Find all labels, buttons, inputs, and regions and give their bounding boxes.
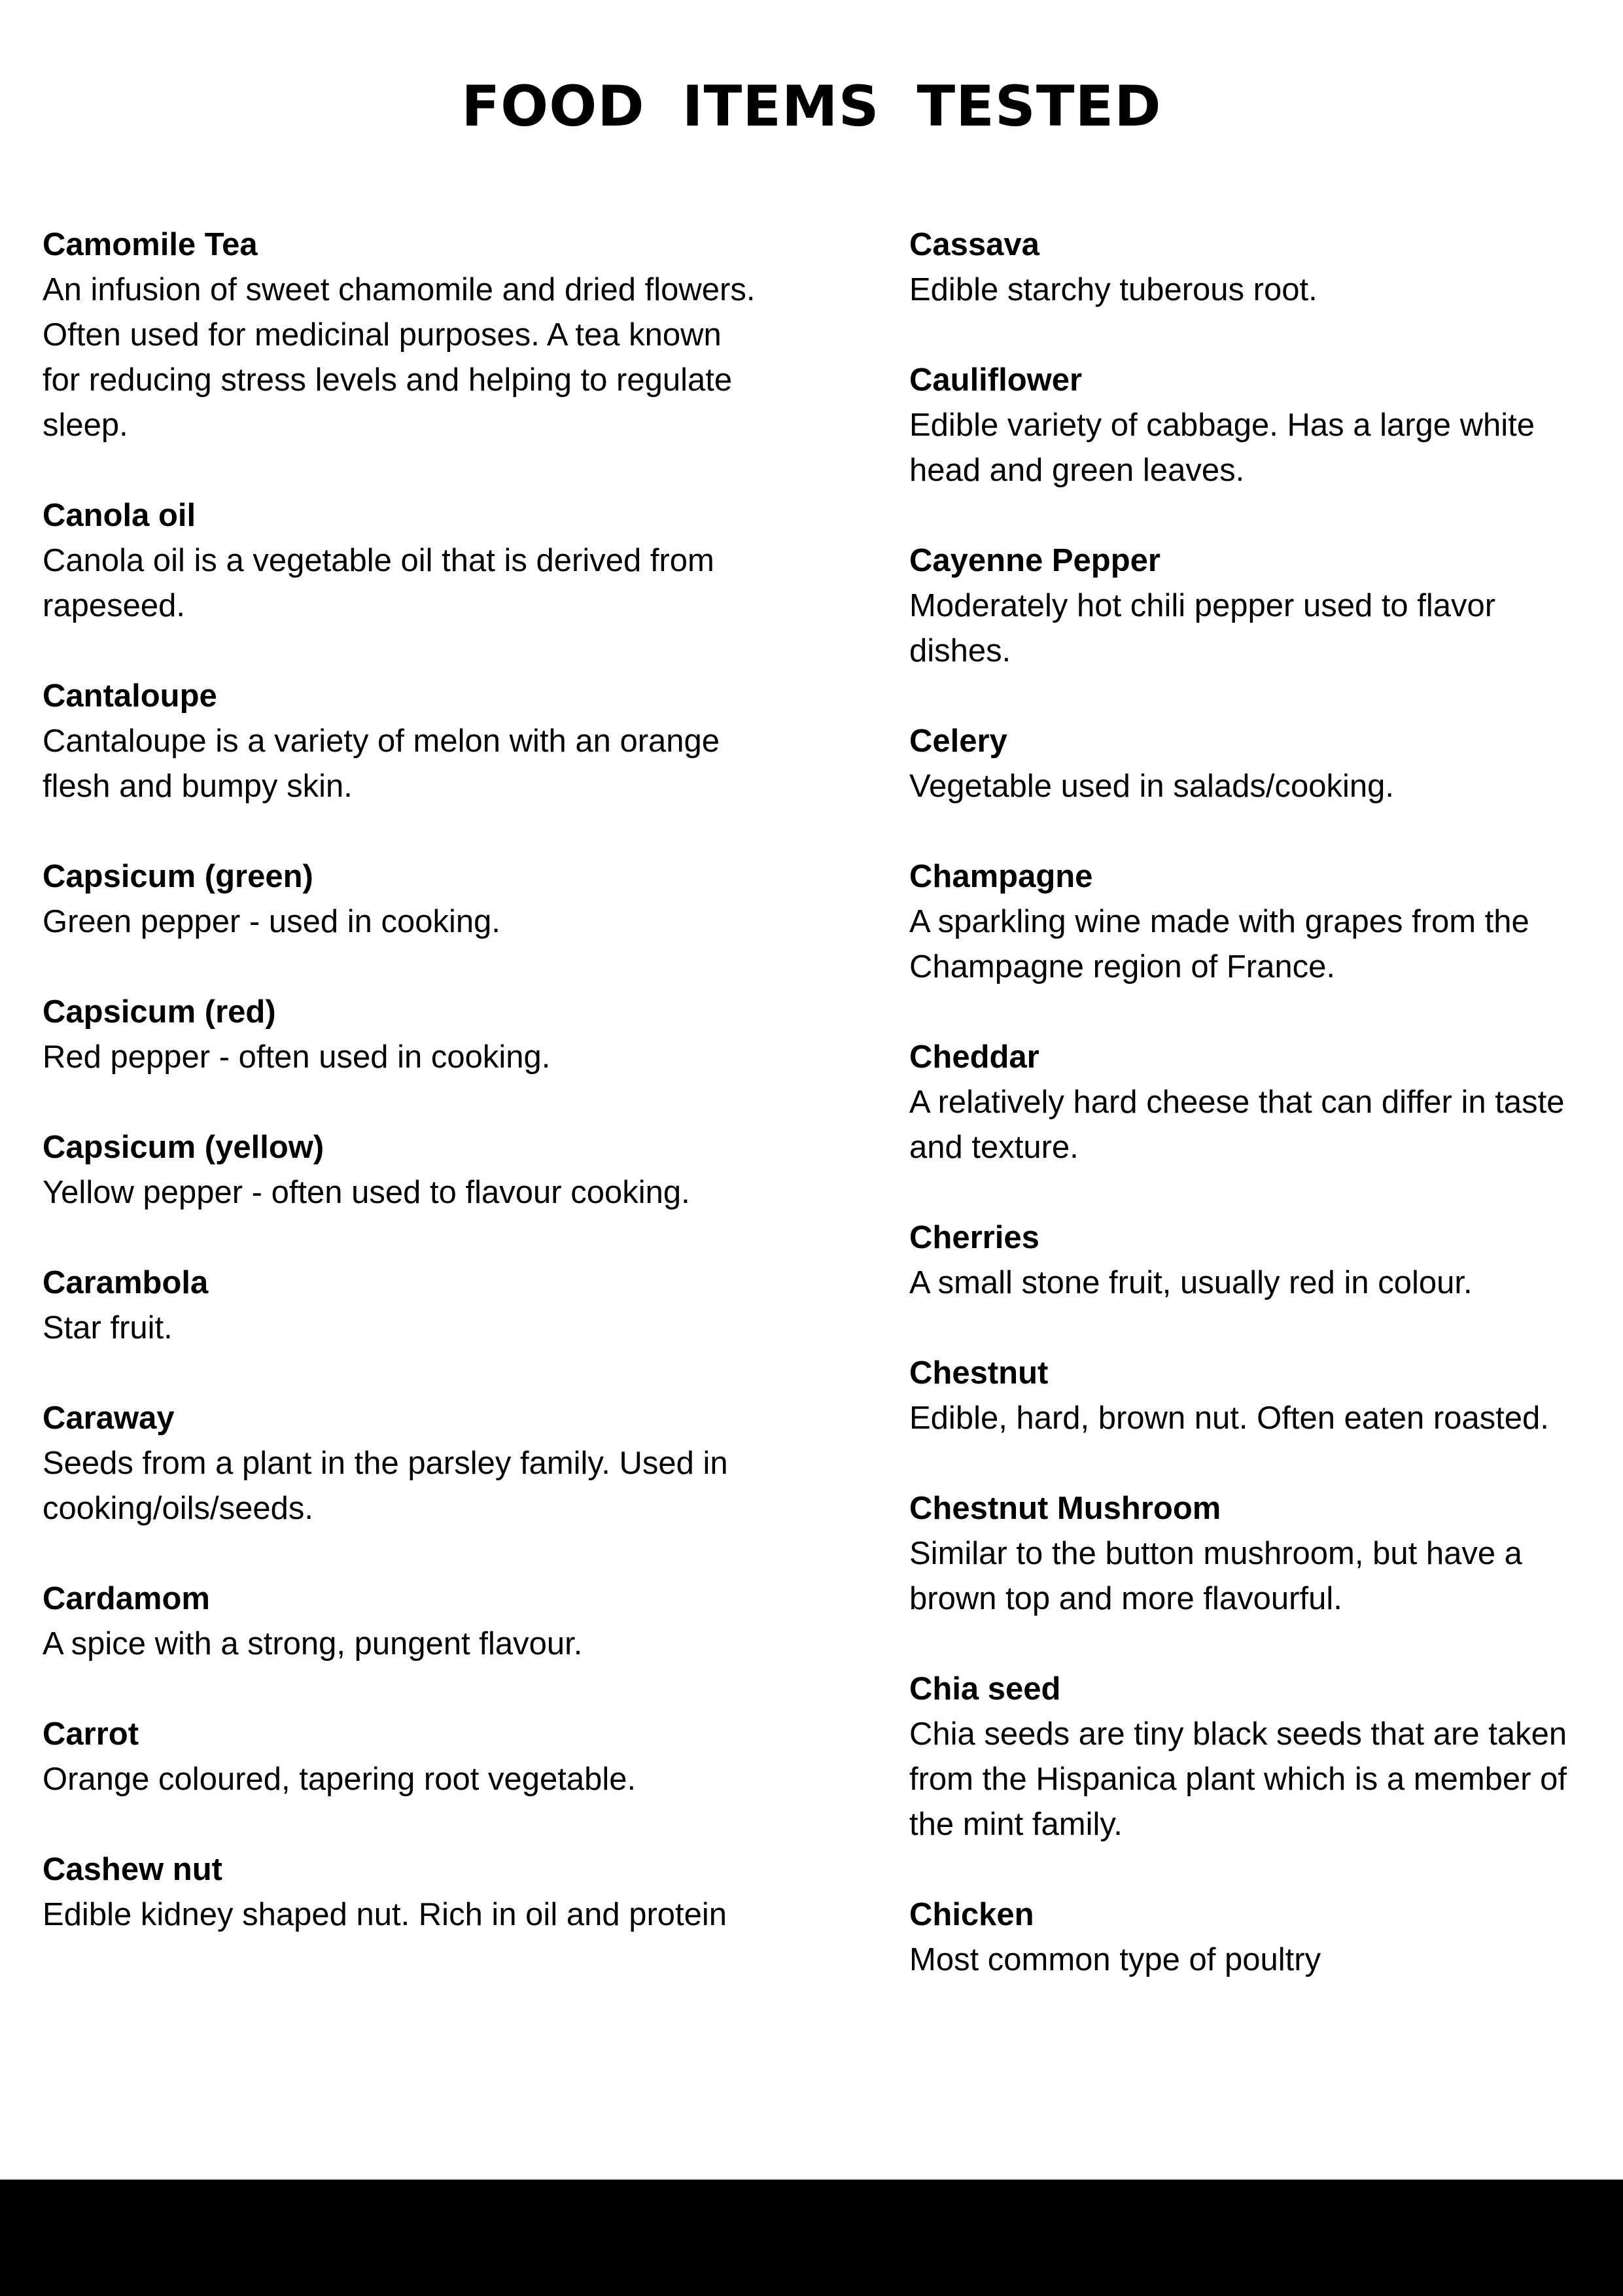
food-description: An infusion of sweet chamomile and dried flowers. Often used for medicinal purposes. A tea known for reducing stress levels and helping to regulate sleep. [43,272,756,443]
food-entry [43,1261,756,1351]
food-name: Cantaloupe [43,678,217,714]
food-entry [909,1215,1603,1306]
food-name: Chicken [909,1897,1034,1932]
food-name: Champagne [909,859,1093,894]
food-name: Celery [909,723,1007,759]
food-description: Chia seeds are tiny black seeds that are taken from the Hispanica plant which is a member of the mint family. [909,1716,1567,1842]
food-name: Chia seed [909,1671,1061,1707]
food-description: Edible variety of cabbage. Has a large white head and green leaves. [909,408,1535,488]
food-description: Vegetable used in salads/cooking. [909,769,1394,804]
food-description: Edible kidney shaped nut. Rich in oil and protein [43,1897,727,1932]
food-entry [43,1847,756,1938]
food-entry [909,1892,1603,1983]
food-description: A small stone fruit, usually red in colour. [909,1265,1473,1300]
food-name: Cauliflower [909,362,1083,398]
food-name: Cashew nut [43,1852,222,1887]
food-name: Capsicum (green) [43,859,313,894]
food-description: Seeds from a plant in the parsley family. Used in cooking/oils/seeds. [43,1446,728,1526]
food-description: A sparkling wine made with grapes from the Champagne region of France. [909,904,1529,984]
left-column [43,222,756,1983]
food-description: Most common type of poultry [909,1942,1321,1977]
food-description: Green pepper - used in cooking. [43,904,501,939]
food-description: Orange coloured, tapering root vegetable. [43,1762,637,1797]
food-name: Carambola [43,1265,209,1300]
food-entry [909,854,1603,990]
food-entry [43,854,756,945]
food-description: A relatively hard cheese that can differ in taste and texture. [909,1085,1565,1165]
food-description: Similar to the button mushroom, but have a brown top and more flavourful. [909,1536,1522,1616]
food-name: Camomile Tea [43,227,258,262]
food-name: Chestnut [909,1355,1049,1391]
food-name: Carrot [43,1716,139,1752]
right-column [909,222,1603,2028]
food-description: Canola oil is a vegetable oil that is derived from rapeseed. [43,543,714,623]
food-entry [43,222,756,448]
food-entry [909,1035,1603,1170]
food-entry [43,493,756,629]
food-entry [909,1351,1603,1441]
food-entry [43,1576,756,1667]
food-entry [909,1486,1603,1622]
food-description: Star fruit. [43,1310,173,1346]
food-name: Chestnut Mushroom [909,1491,1221,1526]
food-entry [43,990,756,1080]
food-description: Moderately hot chili pepper used to flavor dishes. [909,588,1496,669]
food-description: A spice with a strong, pungent flavour. [43,1626,583,1661]
food-name: Cherries [909,1220,1039,1255]
food-entry [909,358,1603,493]
food-description: Edible, hard, brown nut. Often eaten roasted. [909,1400,1549,1436]
food-name: Capsicum (red) [43,994,276,1030]
food-entry [909,538,1603,674]
food-entry [909,1667,1603,1847]
food-entry [43,1125,756,1215]
food-description: Yellow pepper - often used to flavour cooking. [43,1175,690,1210]
food-name: Caraway [43,1400,175,1436]
food-entry [43,1712,756,1802]
food-description: Edible starchy tuberous root. [909,272,1318,307]
food-description: Red pepper - often used in cooking. [43,1039,551,1075]
food-entry [909,719,1603,809]
food-description: Cantaloupe is a variety of melon with an orange flesh and bumpy skin. [43,723,720,804]
food-name: Cassava [909,227,1039,262]
food-name: Canola oil [43,498,196,533]
food-name: Cardamom [43,1581,210,1616]
food-entry [43,674,756,809]
food-name: Capsicum (yellow) [43,1130,324,1165]
food-name: Cheddar [909,1039,1039,1075]
page-title: FOOD ITEMS TESTED [461,74,1162,139]
food-entry [43,1396,756,1531]
food-name: Cayenne Pepper [909,543,1161,578]
food-entry [909,222,1603,313]
footer-bar [0,2180,1623,2296]
